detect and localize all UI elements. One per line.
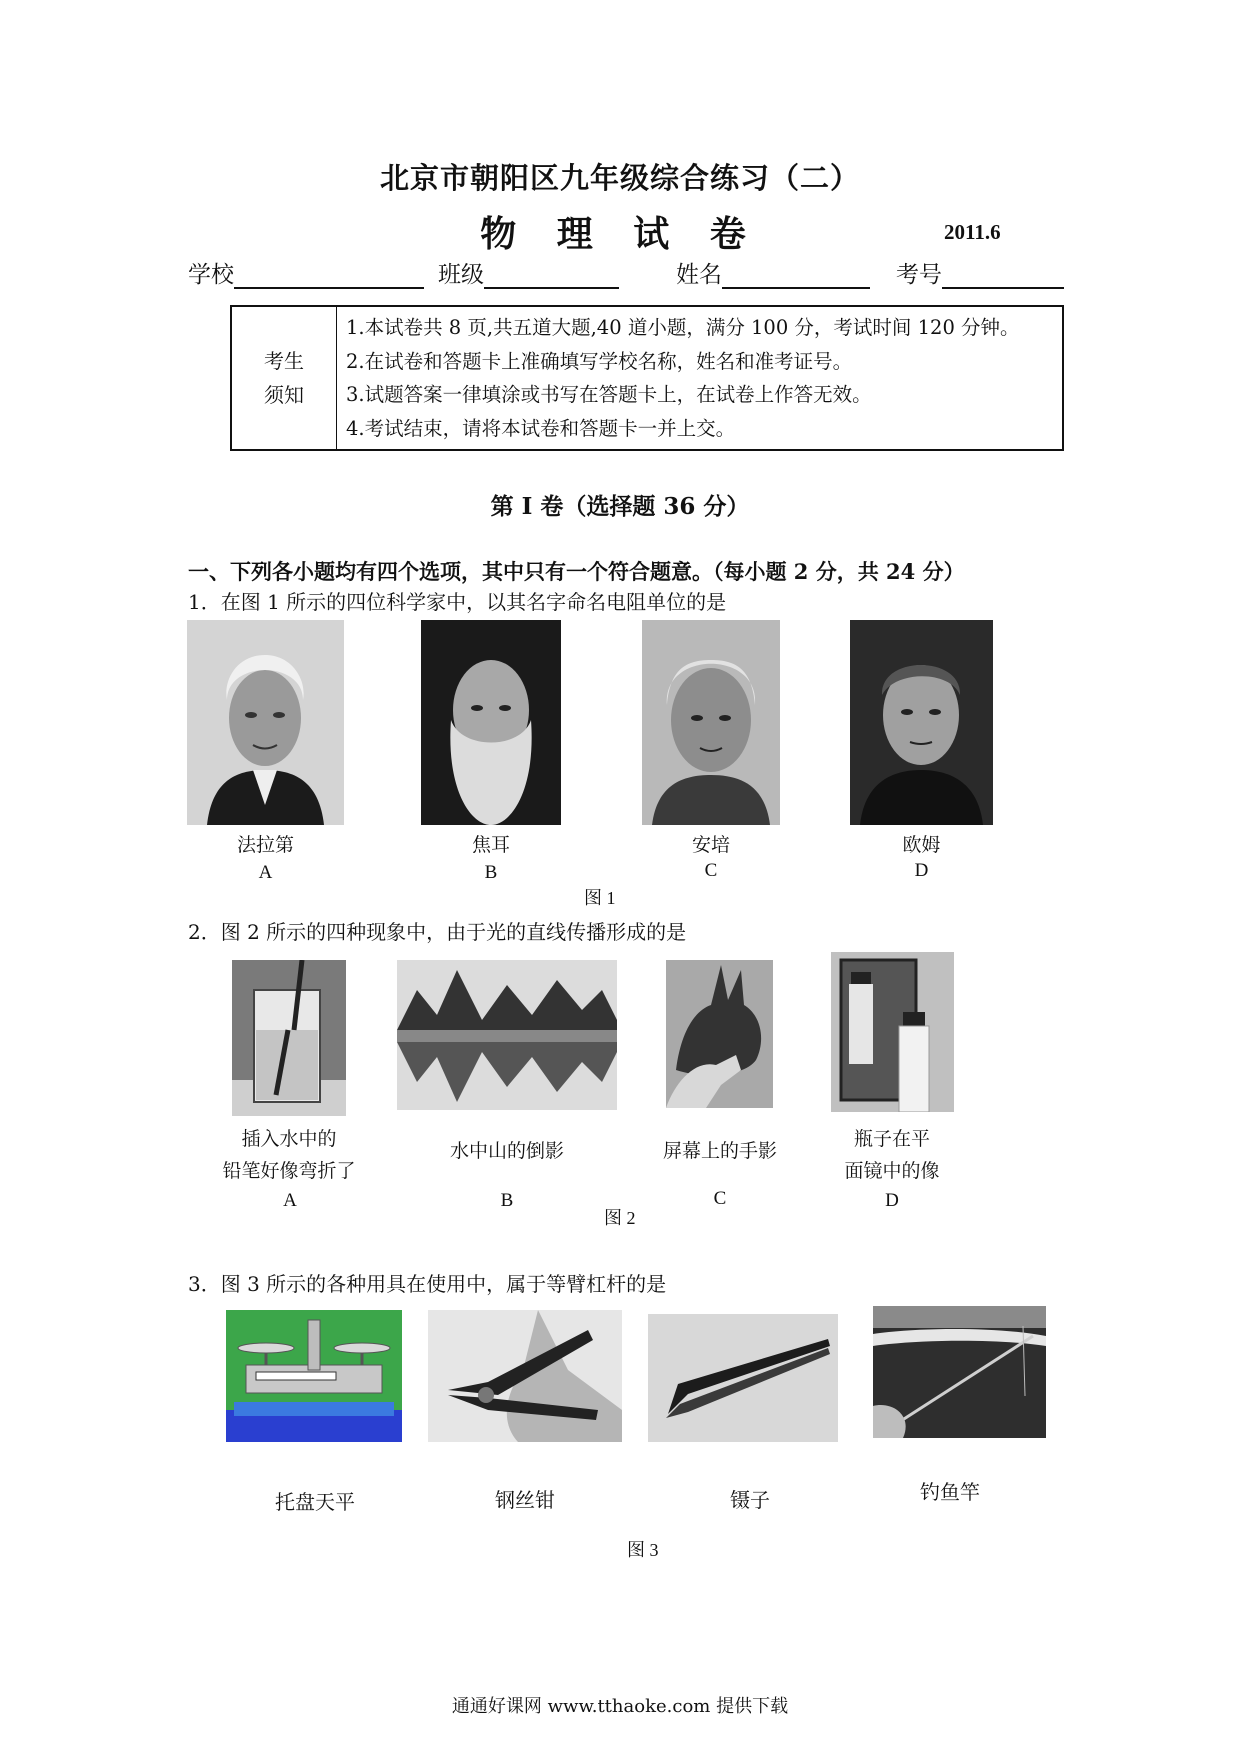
exam-title: 北京市朝阳区九年级综合练习（二） [379,161,860,195]
hand-shadow-icon [666,960,773,1108]
notice-heading-line2: 须知 [264,383,304,407]
option-caption-line1: 瓶子在平 [853,1128,930,1150]
option-caption-line1: 屏幕上的手影 [662,1140,777,1162]
option-caption-line2: 铅笔好像弯折了 [222,1160,356,1182]
option-caption: 钓鱼竿 [920,1480,980,1504]
class-field [438,256,619,289]
portrait-joule-icon [421,620,561,825]
notice-heading-line1: 考生 [264,349,304,373]
question-3: 3．图 3 所示的各种用具在使用中，属于等臂杠杆的是 [188,1272,667,1296]
exam-date: 2011.6 [944,220,1001,244]
notice-heading [232,307,337,449]
option-caption: 托盘天平 [275,1490,355,1514]
name-field [676,256,870,289]
option-caption: 安培 [691,834,730,856]
section-title: 第 I 卷（选择题 36 分） [490,493,750,520]
id-label: 考号 [896,262,942,288]
question-1: 1．在图 1 所示的四位科学家中，以其名字命名电阻单位的是 [188,590,727,614]
school-blank [234,261,424,289]
pencil-in-water-icon [232,960,346,1116]
option-caption: 镊子 [730,1488,770,1512]
option-caption-line1: 插入水中的 [241,1128,337,1150]
option-letter: A [258,862,273,883]
school-field [188,256,424,289]
figure-3-label: 图 3 [627,1540,659,1560]
footer: 通通好课网 www.tthaoke.com 提供下载 [451,1696,789,1717]
name-blank [722,261,870,289]
notice-box [230,305,1064,451]
option-letter: D [914,860,929,881]
balance-scale-icon [226,1310,402,1442]
exam-subtitle: 物 理 试 卷 [480,213,760,255]
notice-item: 1.本试卷共 8 页,共五道大题,40 道小题，满分 100 分，考试时间 120 分钟。 [346,316,1020,339]
school-label: 学校 [188,262,234,288]
id-blank [942,261,1064,289]
figure-2-label: 图 2 [604,1208,636,1228]
bottle-mirror-icon [831,952,954,1112]
portrait-ampere-icon [642,620,780,825]
mountain-reflection-icon [397,960,617,1110]
portrait-ohm-icon [850,620,993,825]
option-letter: B [484,862,498,883]
class-label: 班级 [438,262,484,288]
option-letter: C [704,860,718,881]
option-caption: 欧姆 [902,834,941,856]
tweezers-icon [648,1314,838,1442]
part-title: 一、下列各小题均有四个选项，其中只有一个符合题意。（每小题 2 分，共 24 分） [188,559,965,584]
notice-item: 3.试题答案一律填涂或书写在答题卡上，在试卷上作答无效。 [346,383,872,406]
id-field [896,256,1064,289]
figure-1-label: 图 1 [584,888,616,908]
class-blank [484,261,619,289]
option-caption-line1: 水中山的倒影 [449,1140,564,1162]
notice-items [346,311,1058,445]
name-label: 姓名 [676,262,722,288]
fishing-rod-icon [873,1306,1046,1438]
option-caption: 钢丝钳 [495,1488,555,1512]
option-caption: 法拉第 [236,834,294,856]
option-letter: C [713,1188,727,1209]
portrait-faraday-icon [187,620,344,825]
option-caption: 焦耳 [471,834,510,856]
pliers-icon [428,1310,622,1442]
notice-item: 4.考试结束，请将本试卷和答题卡一并上交。 [346,416,736,440]
notice-item: 2.在试卷和答题卡上准确填写学校名称，姓名和准考证号。 [346,349,853,373]
option-caption-line2: 面镜中的像 [844,1160,940,1182]
option-letter: D [885,1190,899,1211]
option-letter: B [500,1190,514,1211]
option-letter: A [283,1190,297,1211]
question-2: 2．图 2 所示的四种现象中，由于光的直线传播形成的是 [188,920,687,944]
